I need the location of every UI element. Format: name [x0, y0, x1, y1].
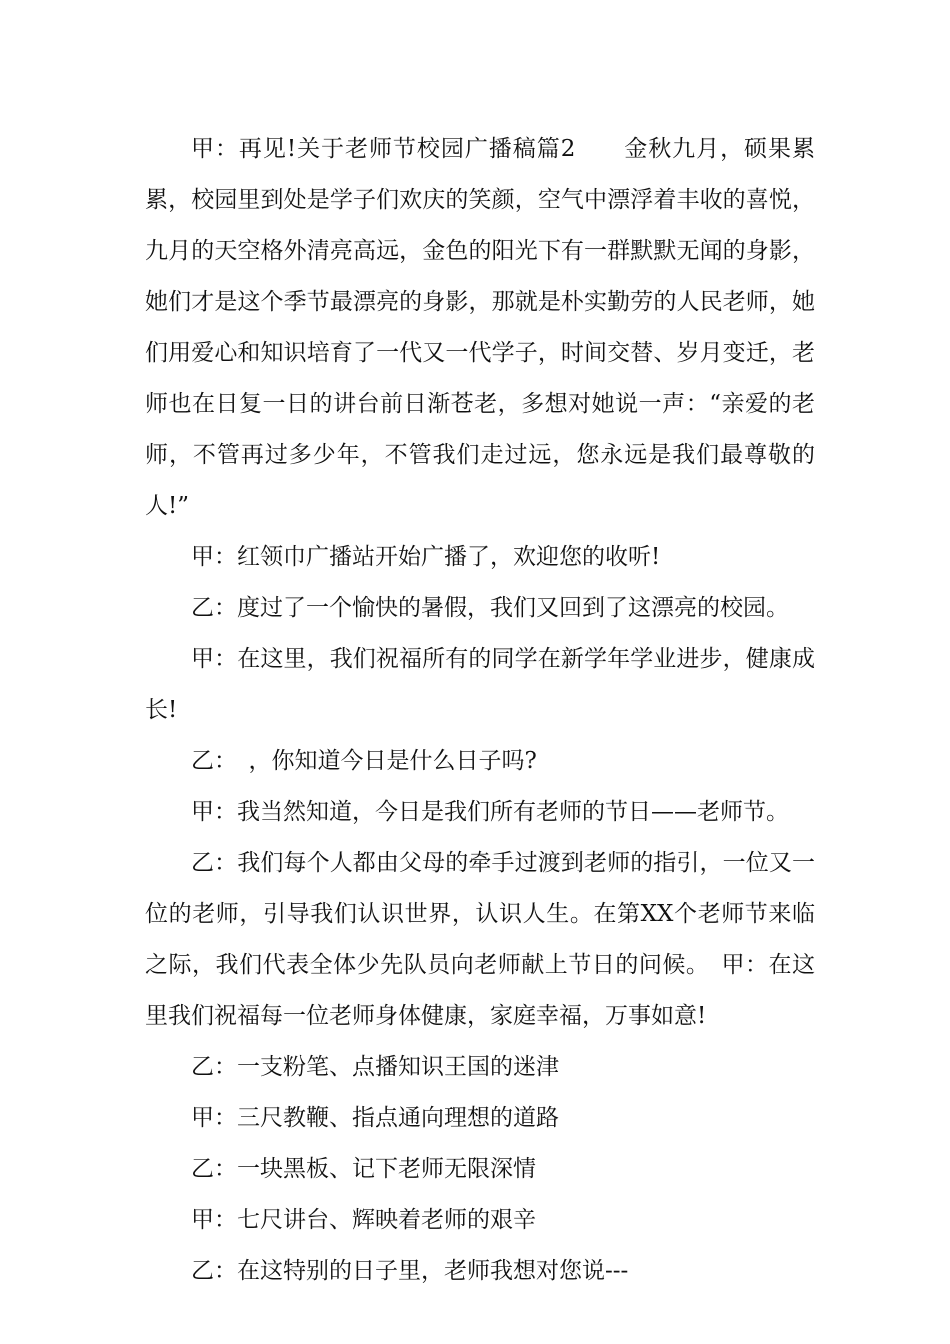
paragraph-broadcast-start: 甲：红领巾广播站开始广播了，欢迎您的收听! [191, 544, 661, 570]
paragraph-chalk: 乙：一支粉笔、点播知识王国的迷津 [191, 1054, 559, 1080]
document-body [145, 124, 815, 1297]
paragraph-question: 乙： ，你知道今日是什么日子吗? [191, 748, 537, 774]
paragraph-podium: 甲：七尺讲台、辉映着老师的艰辛 [191, 1207, 536, 1233]
paragraph-pointer: 甲：三尺教鞭、指点通向理想的道路 [191, 1105, 559, 1131]
paragraph-teachers-day: 甲：我当然知道，今日是我们所有老师的节日——老师节。 [191, 799, 789, 825]
paragraph-student-wishes: 甲：在这里，我们祝福所有的同学在新学年学业进步，健康成长! [145, 646, 815, 723]
paragraph-teacher-guidance: 乙：我们每个人都由父母的牵手过渡到老师的指引，一位又一位的老师，引导我们认识世界，认识人生。在第XX个老师节来临之际，我们代表全体少先队员向老师献上节日的问候。 甲：在这里我们祝福每一位老师身体健康，家庭幸福，万事如意! [145, 850, 815, 1029]
paragraph-intro: 甲：再见!关于老师节校园广播稿篇2 金秋九月，硕果累累，校园里到处是学子们欢庆的笑颜，空气中漂浮着丰收的喜悦，九月的天空格外清亮高远，金色的阳光下有一群默默无闻的身影，她们才是这个季节最漂亮的身影，那就是朴实勤劳的人民老师，她们用爱心和知识培育了一代又一代学子，时间交替、岁月变迁，老师也在日复一日的讲台前日渐苍老，多想对她说一声：“亲爱的老师，不管再过多少年，不管我们走过远，您永远是我们最尊敬的人!” [145, 136, 815, 519]
paragraph-blackboard: 乙：一块黑板、记下老师无限深情 [191, 1156, 536, 1182]
paragraph-closing: 乙：在这特别的日子里，老师我想对您说--- [191, 1258, 629, 1284]
paragraph-summer-return: 乙：度过了一个愉快的暑假，我们又回到了这漂亮的校园。 [191, 595, 789, 621]
